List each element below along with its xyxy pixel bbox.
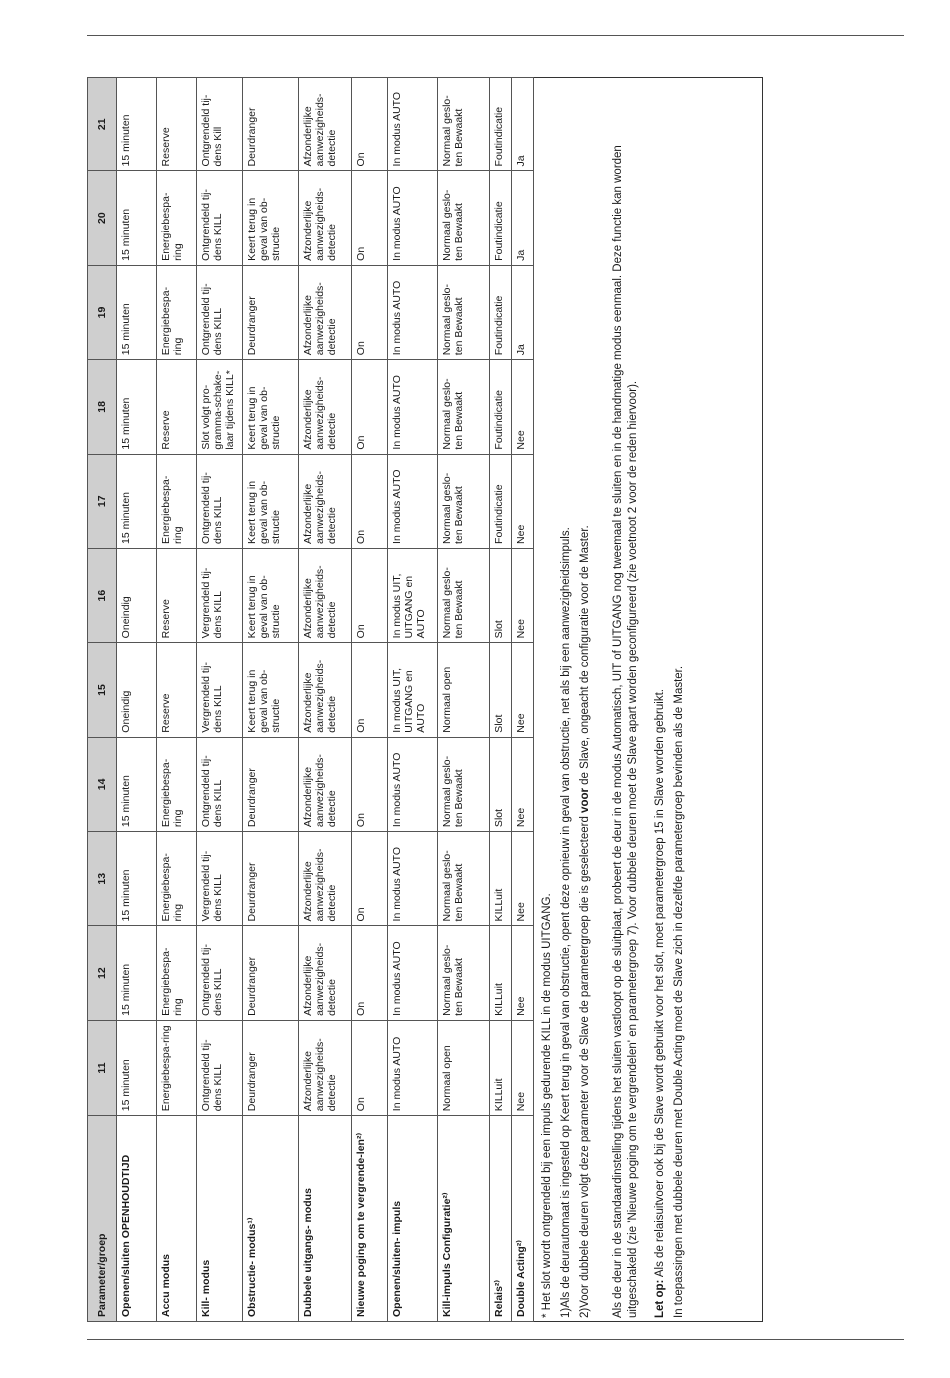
table-cell: Normaal geslo-ten Bewaakt	[438, 265, 490, 359]
header-group-14: 14	[88, 737, 117, 831]
table-cell: 15 minuten	[117, 926, 157, 1020]
row-label: Double Acting²⁾	[512, 1116, 534, 1322]
header-group-15: 15	[88, 643, 117, 737]
table-cell: Ontgrendeld tij-dens KILL	[197, 926, 243, 1020]
table-cell: In modus AUTO	[388, 737, 438, 831]
table-cell: Oneindig	[117, 643, 157, 737]
table-cell: Normaal geslo-ten Bewaakt	[438, 78, 490, 171]
header-group-12: 12	[88, 926, 117, 1020]
table-cell: Energiebespa-ring	[157, 265, 197, 359]
table-cell: Keert terug in geval van ob-structie	[243, 454, 299, 548]
table-cell: Reserve	[157, 360, 197, 454]
table-cell: Keert terug in geval van ob-structie	[243, 360, 299, 454]
header-group-17: 17	[88, 454, 117, 548]
table-cell: Slot	[490, 643, 512, 737]
table-cell: Slot	[490, 548, 512, 642]
table-cell: Ja	[512, 265, 534, 359]
table-cell: In modus AUTO	[388, 832, 438, 926]
table-cell: Afzonderlijke aanwezigheids-detectie	[299, 643, 352, 737]
table-cell: Ontgrendeld tij-dens Kill	[197, 78, 243, 171]
row-label: Nieuwe poging om te vergrende-len²⁾	[352, 1116, 388, 1322]
row-label: Kill-impuls Configuratie²⁾	[438, 1116, 490, 1322]
double-acting-note: In toepassingen met dubbele deuren met Double Acting moet de Slave zich in dezelfde parametergroep bevinden als de Master.	[673, 665, 685, 1318]
header-group-18: 18	[88, 360, 117, 454]
table-cell: Foutindicatie	[490, 171, 512, 265]
table-cell: Normaal geslo-ten Bewaakt	[438, 171, 490, 265]
table-cell: 15 minuten	[117, 454, 157, 548]
table-cell: Afzonderlijke aanwezigheids-detectie	[299, 1020, 352, 1115]
table-cell: Afzonderlijke aanwezigheids-detectie	[299, 548, 352, 642]
table-cell: Slot volgt pro-gramma-schake-laar tijdens KILL*	[197, 360, 243, 454]
table-cell: Afzonderlijke aanwezigheids-detectie	[299, 832, 352, 926]
table-cell: In modus AUTO	[388, 78, 438, 171]
table-cell: Nee	[512, 548, 534, 642]
footnote-2-bold: voor	[579, 788, 591, 813]
table-cell: Normaal geslo-ten Bewaakt	[438, 926, 490, 1020]
table-cell: Normaal geslo-ten Bewaakt	[438, 360, 490, 454]
table-cell: In modus AUTO	[388, 926, 438, 1020]
table-cell: Vergrendeld tij-dens KILL	[197, 548, 243, 642]
row-label: Obstructie- modus¹⁾	[243, 1116, 299, 1322]
table-cell: Energiebespa-ring	[157, 926, 197, 1020]
header-group-11: 11	[88, 1020, 117, 1115]
table-cell: Energiebespa-ring	[157, 454, 197, 548]
header-parameter-label: Parameter/groep	[88, 1116, 117, 1322]
table-cell: Deurdranger	[243, 737, 299, 831]
table-cell: In modus AUTO	[388, 265, 438, 359]
row-label: Relais²⁾	[490, 1116, 512, 1322]
table-cell: Ontgrendeld tij-dens KILL	[197, 1020, 243, 1115]
row-label: Accu modus	[157, 1116, 197, 1322]
table-row	[512, 78, 534, 1322]
row-label: Openen/sluiten OPENHOUDTIJD	[117, 1116, 157, 1322]
bottom-rule	[87, 1339, 904, 1340]
table-cell: Normaal geslo-ten Bewaakt	[438, 737, 490, 831]
table-cell: 15 minuten	[117, 171, 157, 265]
table-cell: Vergrendeld tij-dens KILL	[197, 832, 243, 926]
let-op-text: Als de relaisuitvoer ook bij de Slave wordt gebruikt voor het slot, moet parametergroep 15 in Slave worden gebruikt.	[654, 689, 666, 1280]
table-cell: On	[352, 737, 388, 831]
table-cell: 15 minuten	[117, 78, 157, 171]
table-cell: Ontgrendeld tij-dens KILL	[197, 454, 243, 548]
row-label: Kill- modus	[197, 1116, 243, 1322]
table-row	[299, 78, 352, 1322]
table-row	[157, 78, 197, 1322]
table-cell: 15 minuten	[117, 360, 157, 454]
table-cell: Nee	[512, 737, 534, 831]
table-cell: Ontgrendeld tij-dens KILL	[197, 171, 243, 265]
table-cell: Ja	[512, 78, 534, 171]
table-cell: Afzonderlijke aanwezigheids-detectie	[299, 171, 352, 265]
table-cell: Energiebespa-ring	[157, 171, 197, 265]
header-group-16: 16	[88, 548, 117, 642]
table-cell: On	[352, 548, 388, 642]
table-cell: Foutindicatie	[490, 454, 512, 548]
table-cell: On	[352, 360, 388, 454]
footnote-2-post: de Slave, ongeacht de configuratie voor de Master.	[579, 525, 591, 789]
note-star: * Het slot wordt ontgrendeld bij een impuls gedurende KILL in de modus UITGANG.	[541, 893, 553, 1318]
table-cell: Foutindicatie	[490, 78, 512, 171]
table-cell: Deurdranger	[243, 78, 299, 171]
table-cell: Deurdranger	[243, 1020, 299, 1115]
header-group-21: 21	[88, 78, 117, 171]
table-header-row	[88, 78, 117, 1322]
table-cell: Keert terug in geval van ob-structie	[243, 548, 299, 642]
table-cell: Energiebespa-ring	[157, 1020, 197, 1115]
table-cell: 15 minuten	[117, 737, 157, 831]
top-rule	[87, 35, 904, 36]
table-cell: 15 minuten	[117, 832, 157, 926]
table-cell: Normaal open	[438, 1020, 490, 1115]
note-let-op	[653, 83, 668, 1318]
table-cell: Afzonderlijke aanwezigheids-detectie	[299, 454, 352, 548]
table-cell: Reserve	[157, 643, 197, 737]
table-cell: Deurdranger	[243, 926, 299, 1020]
table-cell: Nee	[512, 926, 534, 1020]
table-cell: In modus AUTO	[388, 454, 438, 548]
row-label: Dubbele uitgangs- modus	[299, 1116, 352, 1322]
table-cell: Nee	[512, 832, 534, 926]
header-group-13: 13	[88, 832, 117, 926]
header-group-20: 20	[88, 171, 117, 265]
table-cell: Normaal geslo-ten Bewaakt	[438, 548, 490, 642]
table-cell: Ja	[512, 171, 534, 265]
table-row	[243, 78, 299, 1322]
let-op-label: Let op:	[654, 1279, 666, 1318]
table-cell: 15 minuten	[117, 265, 157, 359]
table-cell: 15 minuten	[117, 1020, 157, 1115]
table-row	[388, 78, 438, 1322]
table-cell: Nee	[512, 643, 534, 737]
retry-paragraph: Als de deur in de standaardinstelling tijdens het sluiten vastloopt op de sluitplaat, probeert de deur in de modus Automatisch, UIT of UITGANG nog tweemaal te sluiten en in de handmatige modus eenmaal. Deze functie kan worden uitgeschakeld (zie 'Nieuwe poging om te vergrendelen' en parametergroep 7). Voor dubbele deuren moet de Slave apart worden geconfigureerd (zie voetnoot 2 voor de reden hiervoor).	[612, 145, 639, 1318]
table-row	[438, 78, 490, 1322]
table-cell: Afzonderlijke aanwezigheids-detectie	[299, 265, 352, 359]
table-cell: In modus AUTO	[388, 360, 438, 454]
table-cell: Reserve	[157, 78, 197, 171]
table-cell: On	[352, 78, 388, 171]
table-cell: Normaal geslo-ten Bewaakt	[438, 832, 490, 926]
footnote-2	[578, 83, 593, 1318]
table-cell: Ontgrendeld tij-dens KILL	[197, 737, 243, 831]
table-cell: Keert terug in geval van ob-structie	[243, 171, 299, 265]
table-cell: Reserve	[157, 548, 197, 642]
table-cell: Foutindicatie	[490, 360, 512, 454]
table-cell: KILLuit	[490, 1020, 512, 1115]
notes-section	[534, 77, 687, 1322]
footnote-1: 1)Als de deurautomaat is ingesteld op Keert terug in geval van obstructie, opent deze opnieuw in geval van obstructie, net als bij een aanwezigheidsimpuls.	[560, 527, 572, 1318]
table-cell: On	[352, 1020, 388, 1115]
header-group-19: 19	[88, 265, 117, 359]
table-cell: In modus AUTO	[388, 1020, 438, 1115]
table-cell: KILLuit	[490, 926, 512, 1020]
parameter-table	[87, 77, 534, 1322]
table-cell: On	[352, 832, 388, 926]
table-cell: In modus UIT, UITGANG en AUTO	[388, 643, 438, 737]
table-cell: On	[352, 171, 388, 265]
table-cell: KILLuit	[490, 832, 512, 926]
table-cell: Foutindicatie	[490, 265, 512, 359]
table-cell: Slot	[490, 737, 512, 831]
table-cell: Afzonderlijke aanwezigheids-detectie	[299, 360, 352, 454]
table-cell: Normaal geslo-ten Bewaakt	[438, 454, 490, 548]
table-cell: On	[352, 926, 388, 1020]
table-cell: Energiebespa-ring	[157, 737, 197, 831]
table-cell: Keert terug in geval van ob-structie	[243, 643, 299, 737]
table-cell: Afzonderlijke aanwezigheids-detectie	[299, 737, 352, 831]
rotated-content	[87, 77, 763, 1322]
table-row	[117, 78, 157, 1322]
table-row	[352, 78, 388, 1322]
table-cell: On	[352, 265, 388, 359]
table-cell: In modus UIT, UITGANG en AUTO	[388, 548, 438, 642]
table-cell: Oneindig	[117, 548, 157, 642]
table-cell: Vergrendeld tij-dens KILL	[197, 643, 243, 737]
footnote-2-pre: 2)Voor dubbele deuren volgt deze parameter voor de Slave de parametergroep die is geselecteerd	[579, 812, 591, 1318]
table-cell: Nee	[512, 360, 534, 454]
row-label: Openen/sluiten- impuls	[388, 1116, 438, 1322]
table-cell: On	[352, 454, 388, 548]
table-cell: Energiebespa-ring	[157, 832, 197, 926]
table-cell: Deurdranger	[243, 265, 299, 359]
table-cell: Nee	[512, 1020, 534, 1115]
table-cell: Normaal open	[438, 643, 490, 737]
table-row	[197, 78, 243, 1322]
table-cell: In modus AUTO	[388, 171, 438, 265]
table-row	[490, 78, 512, 1322]
table-cell: Nee	[512, 454, 534, 548]
table-cell: Deurdranger	[243, 832, 299, 926]
table-cell: Ontgrendeld tij-dens KILL	[197, 265, 243, 359]
table-cell: Afzonderlijke aanwezigheids-detectie	[299, 78, 352, 171]
table-cell: Afzonderlijke aanwezigheids-detectie	[299, 926, 352, 1020]
table-cell: On	[352, 643, 388, 737]
